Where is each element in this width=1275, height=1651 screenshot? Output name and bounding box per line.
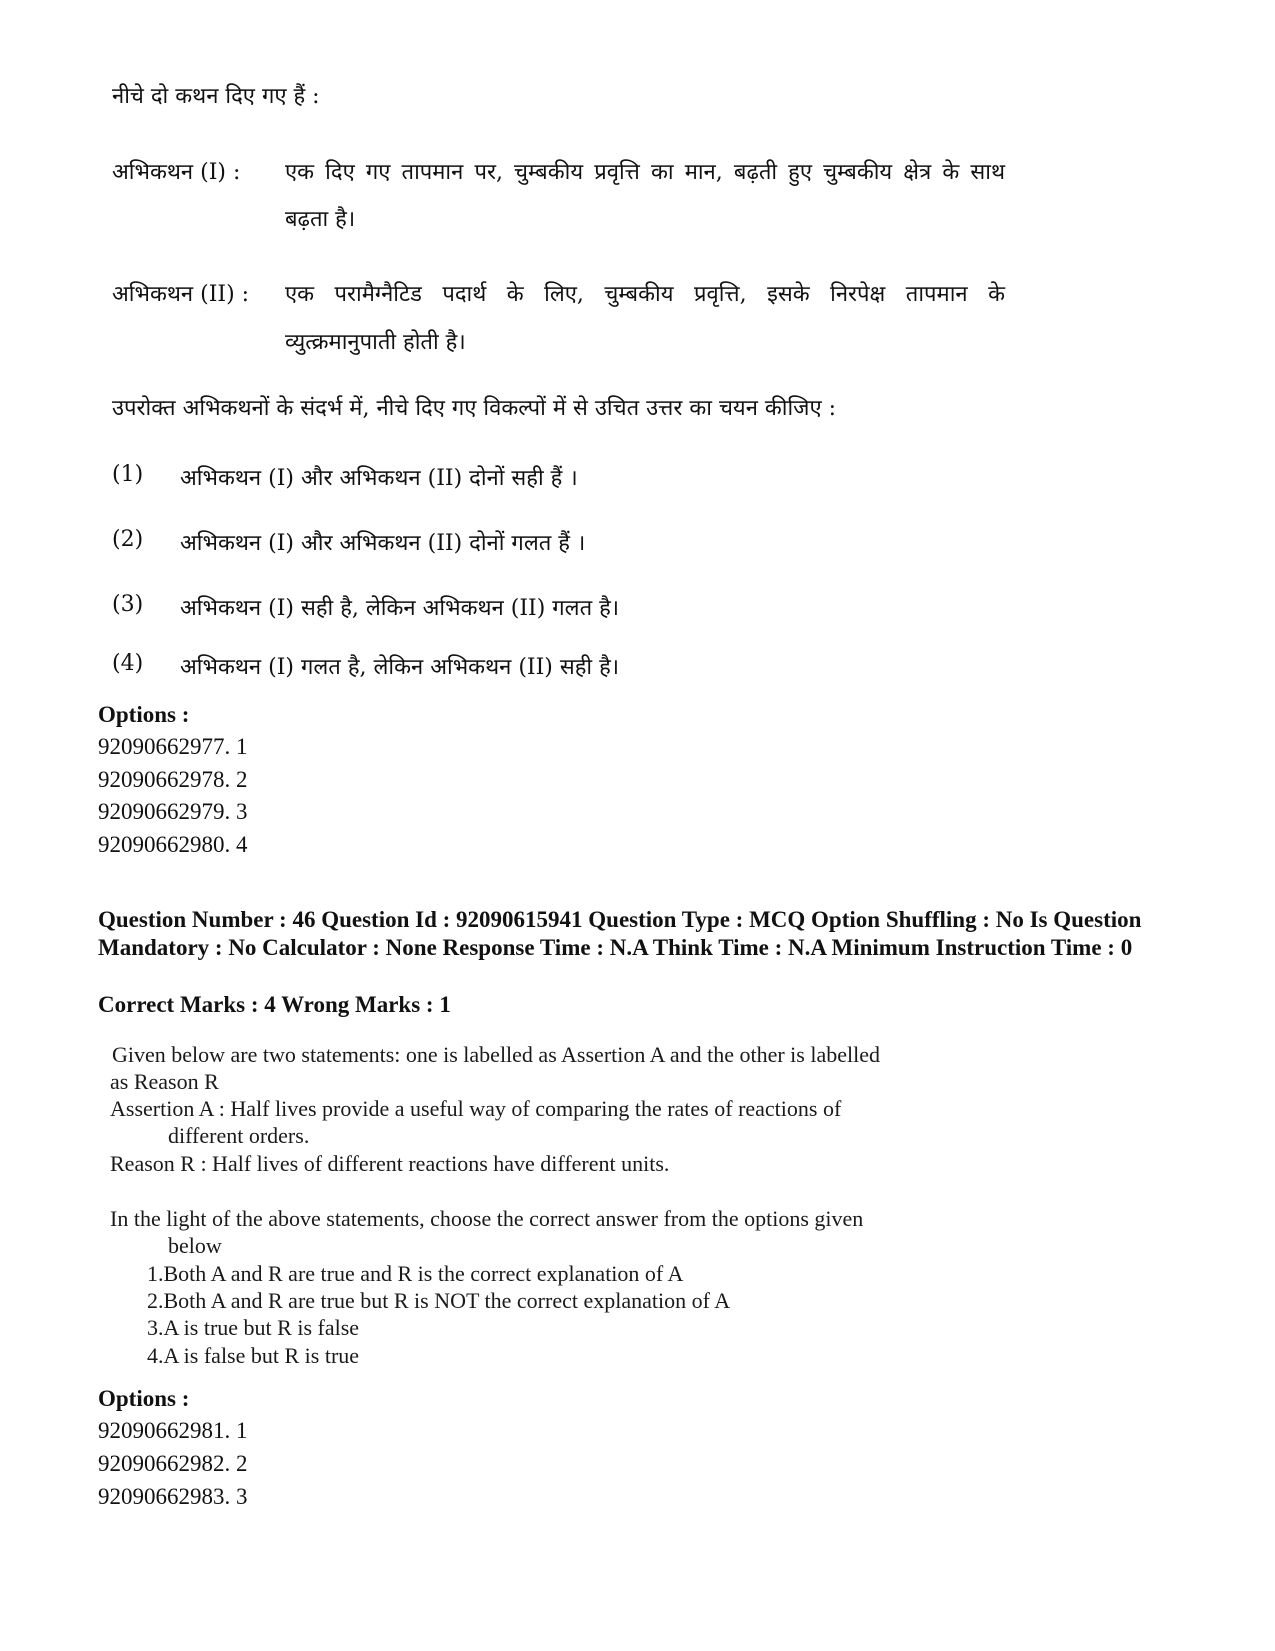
statement-2-line-2: व्युत्क्रमानुपाती होती है। (285, 330, 466, 355)
choice-4-number: (4) (112, 651, 144, 676)
option-item: 92090662981. 1 (98, 1418, 248, 1443)
choice-2-number: (2) (112, 527, 144, 552)
assertion-line: different orders. (168, 1123, 310, 1148)
option-item: 92090662980. 4 (98, 832, 248, 857)
choice-3-number: (3) (112, 592, 144, 617)
question-line: as Reason R (110, 1069, 219, 1094)
reason-line: Reason R : Half lives of different reactions have different units. (110, 1151, 670, 1176)
option-item: 92090662978. 2 (98, 767, 248, 792)
hindi-intro: नीचे दो कथन दिए गए हैं : (112, 84, 320, 109)
question-line: Given below are two statements: one is labelled as Assertion A and the other is labelled (112, 1042, 880, 1067)
statement-1-label: अभिकथन (I) : (112, 160, 241, 185)
choice-4-text: अभिकथन (I) गलत है, लेकिन अभिकथन (II) सही है। (180, 655, 620, 680)
choice-1-number: (1) (112, 462, 144, 487)
options-label-2: Options : (98, 1386, 190, 1411)
options-label-1: Options : (98, 702, 190, 727)
statement-2-line-1: एक परामैग्नैटिड पदार्थ के लिए, चुम्बकीय प्रवृत्ति, इसके निरपेक्ष तापमान के (285, 282, 1005, 307)
instruction-line: below (168, 1233, 222, 1258)
question-marks: Correct Marks : 4 Wrong Marks : 1 (98, 992, 451, 1017)
statement-1-line-1: एक दिए गए तापमान पर, चुम्बकीय प्रवृत्ति का मान, बढ़ती हुए चुम्बकीय क्षेत्र के साथ (285, 160, 1005, 185)
choice-1-text: अभिकथन (I) और अभिकथन (II) दोनों सही हैं । (180, 466, 578, 491)
choice-2-text: अभिकथन (I) और अभिकथन (II) दोनों गलत हैं । (180, 531, 586, 556)
option-item: 92090662977. 1 (98, 734, 248, 759)
statement-1-line-2: बढ़ता है। (285, 207, 356, 232)
statement-2-label: अभिकथन (II) : (112, 282, 250, 307)
hindi-instruction: उपरोक्त अभिकथनों के संदर्भ में, नीचे दिए गए विकल्पों में से उचित उत्तर का चयन कीजिए : (112, 396, 837, 421)
instruction-line: In the light of the above statements, choose the correct answer from the options given (110, 1206, 864, 1231)
choice-line: 3.A is true but R is false (147, 1315, 360, 1340)
question-meta: Question Number : 46 Question Id : 92090615941 Question Type : MCQ Option Shuffling : No Is Question Mandatory : No Calculator : None Response Time : N.A Think Time : N.A Minimum Instruction Time : 0 (98, 907, 1142, 960)
choice-line: 1.Both A and R are true and R is the correct explanation of A (147, 1261, 684, 1286)
option-item: 92090662982. 2 (98, 1451, 248, 1476)
assertion-line: Assertion A : Half lives provide a useful way of comparing the rates of reactions of (110, 1096, 842, 1121)
choice-line: 4.A is false but R is true (147, 1343, 360, 1368)
option-item: 92090662983. 3 (98, 1484, 248, 1509)
choice-3-text: अभिकथन (I) सही है, लेकिन अभिकथन (II) गलत है। (180, 596, 620, 621)
option-item: 92090662979. 3 (98, 799, 248, 824)
choice-line: 2.Both A and R are true but R is NOT the correct explanation of A (147, 1288, 731, 1313)
